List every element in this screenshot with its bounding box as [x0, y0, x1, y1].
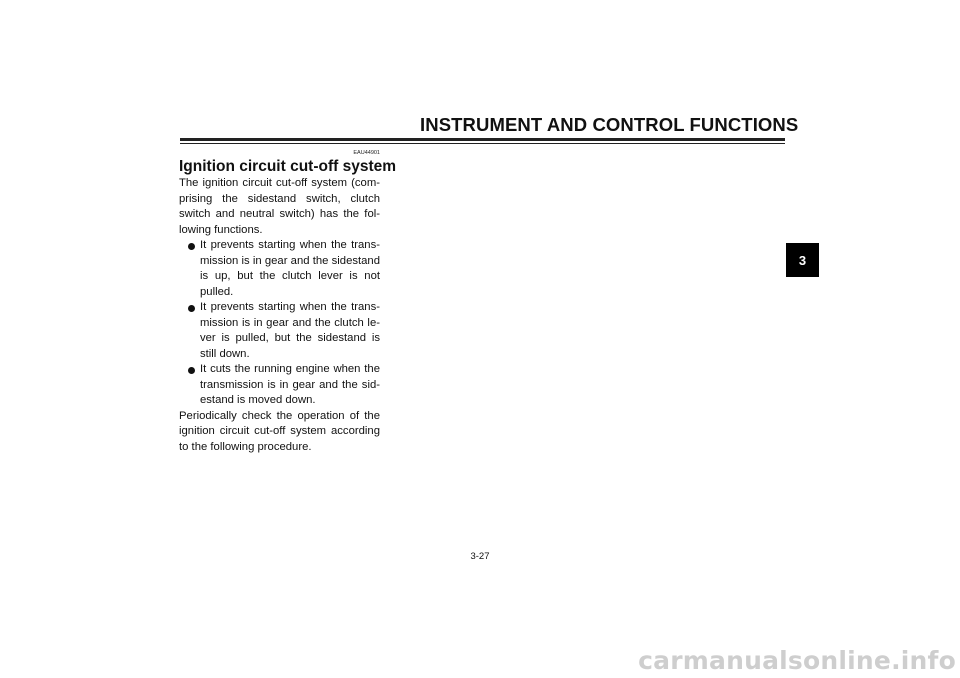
list-item-text: It prevents starting when the transmission is in gear and the clutch lever is pulled, but the sidestand is still down.: [200, 301, 380, 360]
page-header-title: INSTRUMENT AND CONTROL FUNCTIONS: [420, 114, 799, 135]
bullet-icon: [188, 243, 195, 250]
list-item-text: It cuts the running engine when the transmission is in gear and the sidestand is moved down.: [200, 363, 380, 406]
function-list: [179, 238, 380, 409]
watermark-text: carmanualsonline.info: [638, 646, 956, 675]
content-column: [179, 150, 397, 455]
header-rule-thin: [180, 143, 785, 144]
header-rule: [180, 138, 785, 141]
list-item: [179, 362, 380, 409]
section-title: Ignition circuit cut-off system: [179, 158, 397, 175]
page-number: 3-27: [470, 551, 490, 562]
list-item: [179, 300, 380, 362]
list-item: [179, 238, 380, 300]
intro-paragraph: The ignition circuit cut-off system (comprising the sidestand switch, clutch switch and neutral switch) has the following functions.: [179, 177, 380, 236]
chapter-tab: 3: [786, 243, 819, 277]
section-code: EAU44901: [353, 150, 380, 156]
bullet-icon: [188, 367, 195, 374]
closing-paragraph: Periodically check the operation of the ignition circuit cut-off system according to the following procedure.: [179, 409, 380, 453]
bullet-icon: [188, 305, 195, 312]
list-item-text: It prevents starting when the transmission is in gear and the sidestand is up, but the clutch lever is not pulled.: [200, 239, 380, 298]
